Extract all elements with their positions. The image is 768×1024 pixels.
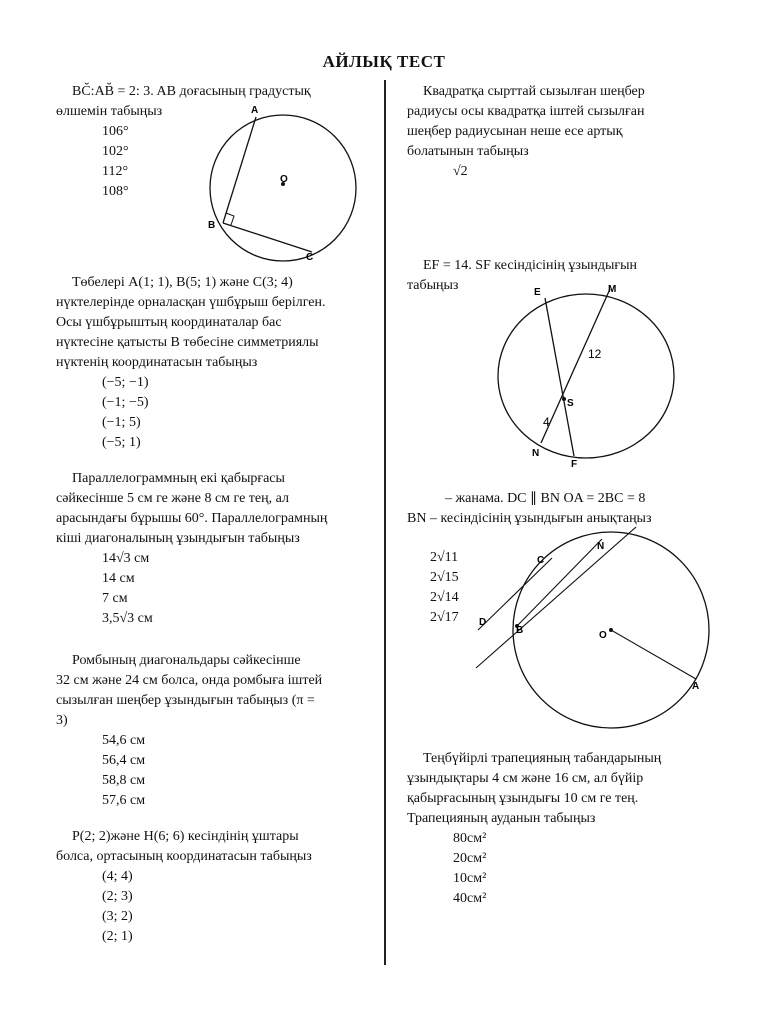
question-9-options [407, 829, 747, 909]
question-3-line-3: арасындағы бұрышы 60°. Параллелограмның [56, 511, 328, 526]
option-c[interactable]: (−1; 5) [102, 415, 141, 430]
option-d[interactable]: (2; 1) [102, 929, 133, 944]
option-d[interactable]: (−5; 1) [102, 435, 141, 450]
question-6-line-3: шеңбер радиусынан неше есе артық [407, 124, 623, 139]
option-c[interactable]: (3; 2) [102, 909, 133, 924]
figure-chords-circle [490, 276, 690, 472]
option-b[interactable]: 102° [102, 144, 129, 159]
question-3 [56, 469, 376, 629]
question-6-line-2: радиусы осы квадратқа іштей сызылған [407, 104, 645, 119]
question-6-line-4: болатынын табыңыз [407, 144, 529, 159]
option-d[interactable]: 108° [102, 184, 129, 199]
point-c-label: C [306, 252, 314, 263]
center-o-label: O [280, 174, 288, 185]
option-b[interactable]: 2√15 [430, 570, 459, 585]
point-a-label: A [251, 105, 259, 116]
question-8-line-1: – жанама. DC ∥ BN OA = 2BC = 8 [445, 491, 646, 506]
point-f-label: F [571, 459, 578, 470]
question-2-options [56, 373, 376, 453]
point-b-label: B [516, 625, 524, 636]
option-a[interactable]: 54,6 см [102, 733, 146, 748]
segment-ns-length: 4 [543, 415, 550, 429]
question-3-options [56, 549, 376, 629]
question-5-line-2: болса, ортасының координатасын табыңыз [56, 849, 312, 864]
question-2-line-5: нүктенің координатасын табыңыз [56, 355, 258, 370]
point-a-label: A [692, 681, 700, 692]
question-4-line-2: 32 см және 24 см болса, онда ромбыға іштей [56, 673, 323, 688]
option-a[interactable]: 80см² [453, 831, 487, 846]
figure-circle-arc [195, 100, 365, 270]
question-8 [407, 489, 747, 529]
question-4-line-3: сызылған шеңбер ұзындығын табыңыз (π = [56, 693, 315, 708]
point-e-label: E [534, 287, 541, 298]
point-n-label: N [532, 448, 540, 459]
option-a[interactable]: 2√11 [430, 550, 459, 565]
point-b-label: B [208, 220, 216, 231]
point-n-label: N [597, 541, 605, 552]
question-8-line-2: BN – кесіндісінің ұзындығын анықтаңыз [407, 511, 652, 526]
option-d[interactable]: 40см² [453, 891, 487, 906]
option-d[interactable]: 3,5√3 см [102, 611, 153, 626]
column-divider [384, 80, 386, 965]
question-6-options [407, 162, 747, 182]
segment-ms-length: 12 [588, 347, 602, 361]
question-8-options [384, 548, 459, 628]
option-d[interactable]: 2√17 [430, 610, 459, 625]
option-a[interactable]: √2 [453, 164, 468, 179]
point-m-label: M [608, 284, 617, 295]
question-1-text-2: өлшемін табыңыз [56, 104, 163, 119]
question-2 [56, 273, 376, 453]
figure-tangent-circle [470, 525, 720, 730]
page-title: АЙЛЫҚ ТЕСТ [322, 52, 446, 71]
question-4 [56, 651, 376, 811]
question-7-line-1: EF = 14. SF кесіндісінің ұзындығын [423, 258, 638, 273]
center-o-label: O [599, 630, 607, 641]
point-s-label: S [567, 398, 574, 409]
option-a[interactable]: 14√3 см [102, 551, 150, 566]
question-4-line-4: 3) [56, 713, 68, 728]
question-9-line-3: қабырғасының ұзындығы 10 см ге тең. [407, 791, 639, 806]
option-b[interactable]: 56,4 см [102, 753, 146, 768]
question-2-line-3: Осы үшбұрыштың координаталар бас [56, 315, 282, 330]
question-7-line-2: табыңыз [407, 278, 459, 293]
question-2-line-4: нүктесіне қатысты B төбесіне симметриялы [56, 335, 319, 350]
point-d-label: D [479, 617, 487, 628]
option-c[interactable]: 112° [102, 164, 129, 179]
option-b[interactable]: (2; 3) [102, 889, 133, 904]
option-b[interactable]: 20см² [453, 851, 487, 866]
option-b[interactable]: 14 см [102, 571, 135, 586]
option-a[interactable]: 106° [102, 124, 129, 139]
question-2-line-1: Төбелері A(1; 1), B(5; 1) және C(3; 4) [72, 275, 293, 290]
question-4-options [56, 731, 376, 811]
question-3-line-4: кіші диагоналының ұзындығын табыңыз [56, 531, 300, 546]
option-c[interactable]: 2√14 [430, 590, 459, 605]
question-5 [56, 827, 376, 947]
option-b[interactable]: (−1; −5) [102, 395, 149, 410]
question-9-line-1: Теңбүйірлі трапецияның табандарының [423, 751, 662, 766]
option-c[interactable]: 58,8 см [102, 773, 146, 788]
question-9 [407, 749, 747, 909]
option-d[interactable]: 57,6 см [102, 793, 146, 808]
question-4-line-1: Ромбының диагональдары сәйкесінше [72, 653, 301, 668]
question-3-line-2: сәйкесінше 5 см ге және 8 см ге тең, ал [56, 491, 289, 506]
question-9-line-2: ұзындықтары 4 см және 16 см, ал бүйір [407, 771, 644, 786]
question-2-line-2: нүктелерінде орналасқан үшбұрыш берілген. [56, 295, 326, 310]
option-a[interactable]: (4; 4) [102, 869, 133, 884]
option-c[interactable]: 10см² [453, 871, 487, 886]
question-6 [407, 82, 747, 182]
point-c-label: C [537, 555, 545, 566]
question-5-line-1: P(2; 2)және H(6; 6) кесіндінің ұштары [72, 829, 299, 844]
question-5-options [56, 867, 376, 947]
option-c[interactable]: 7 см [102, 591, 128, 606]
question-1-text: BC̆:AB̆ = 2: 3. AB доғасының градустық [72, 84, 311, 99]
option-a[interactable]: (−5; −1) [102, 375, 149, 390]
question-9-line-4: Трапецияның ауданын табыңыз [407, 811, 596, 826]
question-6-line-1: Квадратқа сырттай сызылған шеңбер [423, 84, 645, 99]
question-3-line-1: Параллелограммның екі қабырғасы [72, 471, 285, 486]
